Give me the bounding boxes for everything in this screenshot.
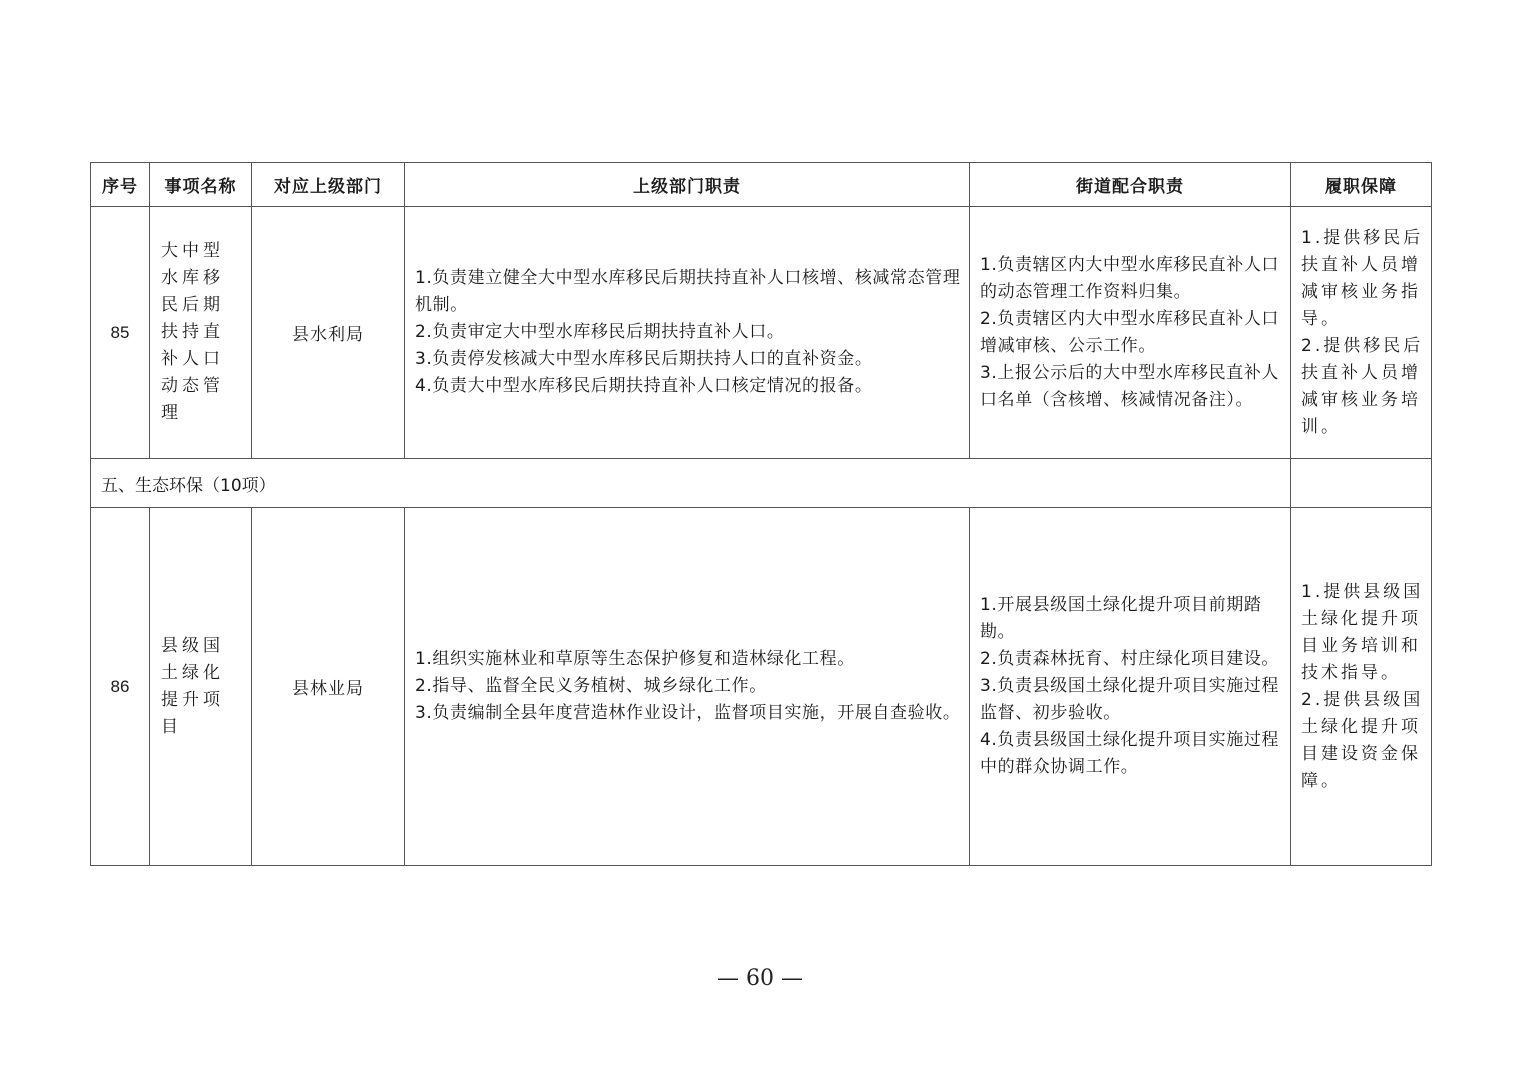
- header-num: 序号: [91, 163, 150, 207]
- duty-line: 2.负责审定大中型水库移民后期扶持直补人口。: [415, 322, 785, 342]
- street-line: 2.负责森林抚育、村庄绿化项目建设。: [980, 649, 1280, 669]
- duty-line: 4.负责大中型水库移民后期扶持直补人口核定情况的报备。: [415, 376, 873, 396]
- header-name: 事项名称: [150, 163, 252, 207]
- row-name: 县级国土绿化提升项目: [150, 508, 252, 866]
- duty-line: 3.负责停发核减大中型水库移民后期扶持人口的直补资金。: [415, 349, 873, 369]
- row-duties: [405, 207, 970, 459]
- header-row: [91, 163, 1432, 207]
- row-duties: [405, 508, 970, 866]
- street-line: 3.负责县级国土绿化提升项目实施过程监督、初步验收。: [980, 676, 1280, 723]
- duty-line: 1.负责建立健全大中型水库移民后期扶持直补人口核增、核减常态管理机制。: [415, 268, 961, 315]
- row-name: 大中型水库移民后期扶持直补人口动态管理: [150, 207, 252, 459]
- street-line: 1.负责辖区内大中型水库移民直补人口的动态管理工作资料归集。: [980, 254, 1280, 302]
- street-line: 2.负责辖区内大中型水库移民直补人口增减审核、公示工作。: [980, 308, 1280, 356]
- street-line: 3.上报公示后的大中型水库移民直补人口名单（含核增、核减情况备注）。: [980, 362, 1280, 410]
- guarantee-line: 2.提供县级国土绿化提升项目建设资金保障。: [1301, 689, 1424, 791]
- row-num: 85: [91, 207, 150, 459]
- row-street: [970, 508, 1291, 866]
- header-dept: 对应上级部门: [252, 163, 405, 207]
- row-num: 86: [91, 508, 150, 866]
- guarantee-line: 2.提供移民后扶直补人员增减审核业务培训。: [1301, 335, 1424, 437]
- row-street: [970, 207, 1291, 459]
- section-title: 五、生态环保（10项）: [91, 459, 1291, 508]
- guarantee-line: 1.提供县级国土绿化提升项目业务培训和技术指导。: [1301, 581, 1424, 683]
- page-number: — 60 —: [717, 966, 803, 991]
- street-line: 4.负责县级国土绿化提升项目实施过程中的群众协调工作。: [980, 730, 1280, 777]
- table-row: [91, 207, 1432, 459]
- street-line: 1.开展县级国土绿化提升项目前期踏勘。: [980, 595, 1262, 642]
- header-street: 街道配合职责: [970, 163, 1291, 207]
- duty-line: 1.组织实施林业和草原等生态保护修复和造林绿化工程。: [415, 649, 855, 669]
- section-empty-cell: [1291, 459, 1432, 508]
- duty-line: 2.指导、监督全民义务植树、城乡绿化工作。: [415, 676, 767, 696]
- table-row: [91, 508, 1432, 866]
- guarantee-line: 1.提供移民后扶直补人员增减审核业务指导。: [1301, 227, 1424, 329]
- row-dept: 县林业局: [252, 508, 405, 866]
- row-guarantee: [1291, 207, 1432, 459]
- row-dept: 县水利局: [252, 207, 405, 459]
- header-guarantee: 履职保障: [1291, 163, 1432, 207]
- section-row: [91, 459, 1432, 508]
- row-guarantee: [1291, 508, 1432, 866]
- header-duties: 上级部门职责: [405, 163, 970, 207]
- duty-table: [90, 162, 1432, 866]
- duty-line: 3.负责编制全县年度营造林作业设计，监督项目实施，开展自查验收。: [415, 703, 961, 723]
